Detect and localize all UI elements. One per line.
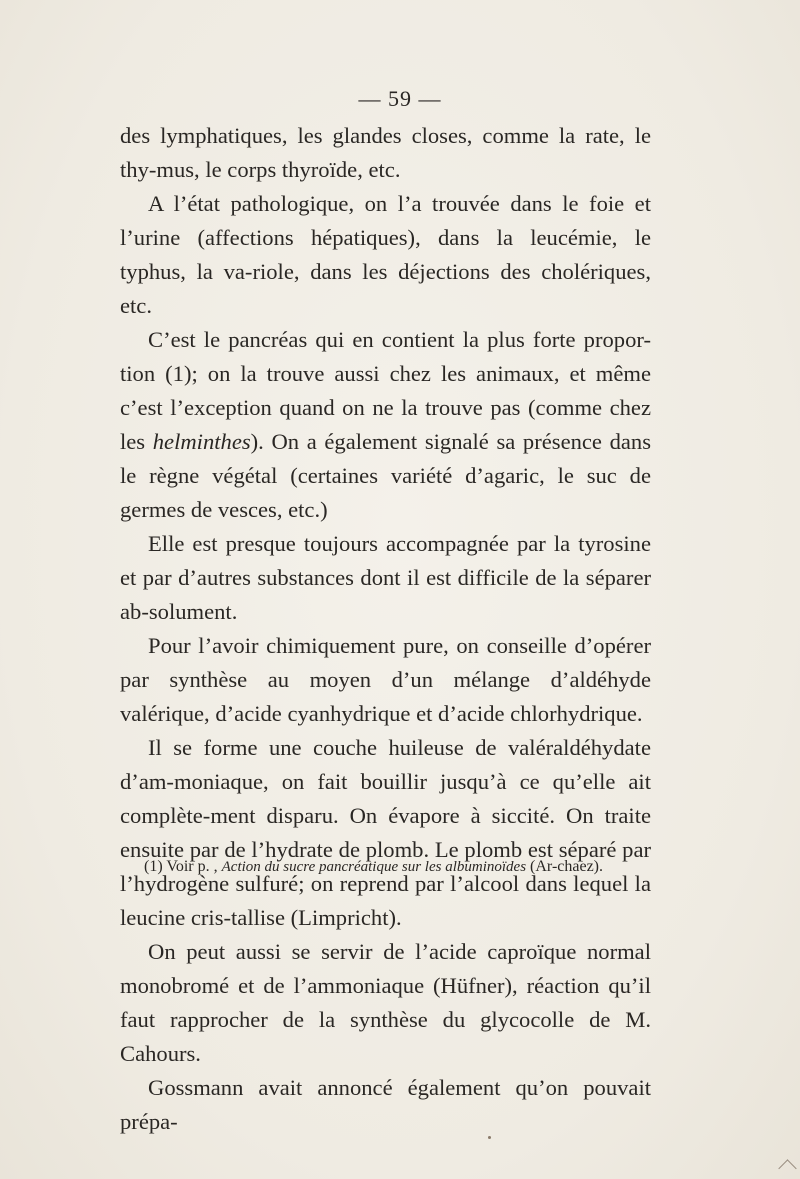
corner-mark [778, 1159, 796, 1177]
paragraph [120, 323, 651, 527]
footnote-marker: (1) [144, 858, 163, 875]
paragraph-text: A l’état pathologique, on l’a trouvée dans le foie et l’urine (affections hépatiques), dans la leucémie, le typhus, la va-riole, dans les déjections des cholériques, etc. [120, 191, 651, 318]
footnote-prefix: Voir p. , [162, 858, 222, 875]
paragraph [120, 935, 651, 1071]
paragraph [120, 187, 651, 323]
footnote-suffix: (Ar-chaez). [526, 858, 603, 875]
paragraph [120, 119, 651, 187]
paragraph-text: des lymphatiques, les glandes closes, comme la rate, le thy-mus, le corps thyroïde, etc. [120, 123, 651, 182]
paragraph-text: Il se forme une couche huileuse de valéraldéhydate d’am-moniaque, on fait bouillir jusqu’à ce qu’elle ait complète-ment disparu. On évapore à siccité. On traite ensuite par de l’hydrate de plomb. Le plomb est séparé par l’hydrogène sulfuré; on reprend par l’alcool dans lequel la leucine cris-tallise (Limpricht). [120, 735, 651, 930]
paragraph-text: On peut aussi se servir de l’acide caproïque normal monobromé et de l’ammoniaque (Hüfner), réaction qu’il faut rapprocher de la synthèse du glycocolle de M. Cahours. [120, 939, 651, 1066]
paragraph-text: Pour l’avoir chimiquement pure, on conseille d’opérer par synthèse au moyen d’un mélange d’aldéhyde valérique, d’acide cyanhydrique et d’acide chlorhydrique. [120, 633, 651, 726]
paragraph-text: ). On a également signalé sa présence dans le règne végétal (certaines variété d’agaric, le suc de germes de vesces, etc.) [120, 429, 652, 522]
paragraph [120, 1071, 651, 1139]
paragraph [120, 731, 651, 935]
body-text [120, 119, 651, 1139]
paragraph [120, 629, 651, 731]
paragraph-text: Elle est presque toujours accompagnée par la tyrosine et par d’autres substances dont il est difficile de la séparer ab-solument. [120, 531, 651, 624]
ink-speck [488, 1136, 491, 1139]
footnote-title: Action du sucre pancréatique sur les albuminoïdes [221, 859, 527, 875]
paragraph-text: C’est le pancréas qui en contient la plus forte propor-tion (1); on la trouve aussi chez les animaux, et même c’est l’exception quand on ne la trouve pas (comme chez les [120, 327, 651, 454]
footnote [120, 855, 651, 879]
page-number: — 59 — [358, 86, 442, 111]
italic-term: helminthes [152, 429, 251, 454]
paragraph [120, 527, 651, 629]
paragraph-text: Gossmann avait annoncé également qu’on pouvait prépa- [120, 1075, 651, 1134]
